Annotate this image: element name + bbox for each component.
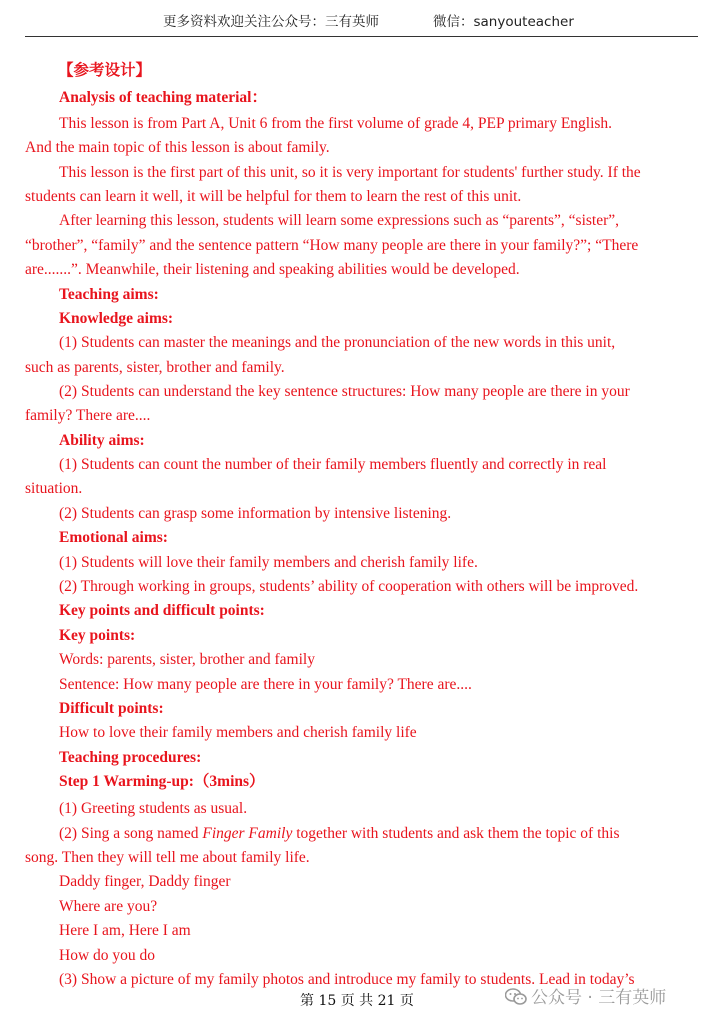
key-difficult-heading: Key points and difficult points:	[59, 602, 265, 619]
list-item: (1) Students can count the number of their family members fluently and correctly in real	[59, 456, 607, 473]
list-item: such as parents, sister, brother and family.	[25, 359, 285, 376]
paragraph-line: After learning this lesson, students will learn some expressions such as “parents”, “sister”,	[59, 212, 620, 229]
header-promo: 更多资料欢迎关注公众号：三有英师	[163, 14, 379, 30]
song-title: Finger Family	[202, 825, 293, 842]
list-item: song. Then they will tell me about family life.	[25, 849, 310, 866]
knowledge-aims-heading: Knowledge aims:	[59, 310, 174, 327]
list-item: (2) Through working in groups, students’ ability of cooperation with others will be improved.	[59, 578, 639, 595]
list-item: situation.	[25, 480, 83, 497]
teaching-aims-heading: Teaching aims:	[59, 286, 159, 303]
wechat-icon	[505, 988, 527, 1006]
list-item: (1) Students can master the meanings and the pronunciation of the new words in this unit,	[59, 334, 616, 351]
lyric-line: How do you do	[59, 947, 156, 964]
paragraph-line: And the main topic of this lesson is about family.	[25, 139, 330, 156]
key-points-heading: Key points:	[59, 627, 136, 644]
section-title: 【参考设计】	[58, 61, 152, 79]
paragraph-line: This lesson is the first part of this unit, so it is very important for students' further study. If the	[59, 164, 641, 181]
list-item: How to love their family members and cherish family life	[59, 724, 417, 741]
analysis-heading: Analysis of teaching material：	[59, 89, 267, 106]
list-item: (1) Students will love their family members and cherish family life.	[59, 554, 478, 571]
ability-aims-heading: Ability aims:	[59, 432, 145, 449]
header-wechat: 微信：sanyouteacher	[433, 14, 574, 30]
difficult-points-heading: Difficult points:	[59, 700, 164, 717]
list-item: (1) Greeting students as usual.	[59, 800, 248, 817]
paragraph-line: students can learn it well, it will be helpful for them to learn the rest of this unit.	[25, 188, 522, 205]
list-item	[59, 824, 620, 844]
list-item: Sentence: How many people are there in your family? There are....	[59, 676, 472, 693]
paragraph-line: “brother”, “family” and the sentence pattern “How many people are there in your family?”; “There	[25, 237, 639, 254]
list-item: (2) Students can grasp some information by intensive listening.	[59, 505, 452, 522]
step-text: (2) Sing a song named	[59, 825, 203, 842]
header-rule	[25, 36, 698, 37]
step-text: together with students and ask them the topic of this	[292, 825, 620, 842]
lyric-line: Daddy finger, Daddy finger	[59, 873, 231, 890]
watermark-text: 公众号 · 三有英师	[531, 988, 667, 1008]
list-item: (3) Show a picture of my family photos and introduce my family to students. Lead in today’s	[59, 971, 635, 988]
page-header	[0, 10, 717, 30]
paragraph-line: are.......”. Meanwhile, their listening and speaking abilities would be developed.	[25, 261, 520, 278]
emotional-aims-heading: Emotional aims:	[59, 529, 168, 546]
lyric-line: Here I am, Here I am	[59, 922, 191, 939]
teaching-procedures-heading: Teaching procedures:	[59, 749, 202, 766]
list-item: Words: parents, sister, brother and family	[59, 651, 315, 668]
lyric-line: Where are you?	[59, 898, 158, 915]
list-item: (2) Students can understand the key sentence structures: How many people are there in your	[59, 383, 630, 400]
page-number: 第 15 页 共 21 页	[300, 993, 414, 1009]
list-item: family? There are....	[25, 407, 151, 424]
watermark	[505, 983, 666, 1008]
paragraph-line: This lesson is from Part A, Unit 6 from the first volume of grade 4, PEP primary English.	[59, 115, 613, 132]
step1-heading: Step 1 Warming-up:（3mins）	[59, 773, 265, 790]
